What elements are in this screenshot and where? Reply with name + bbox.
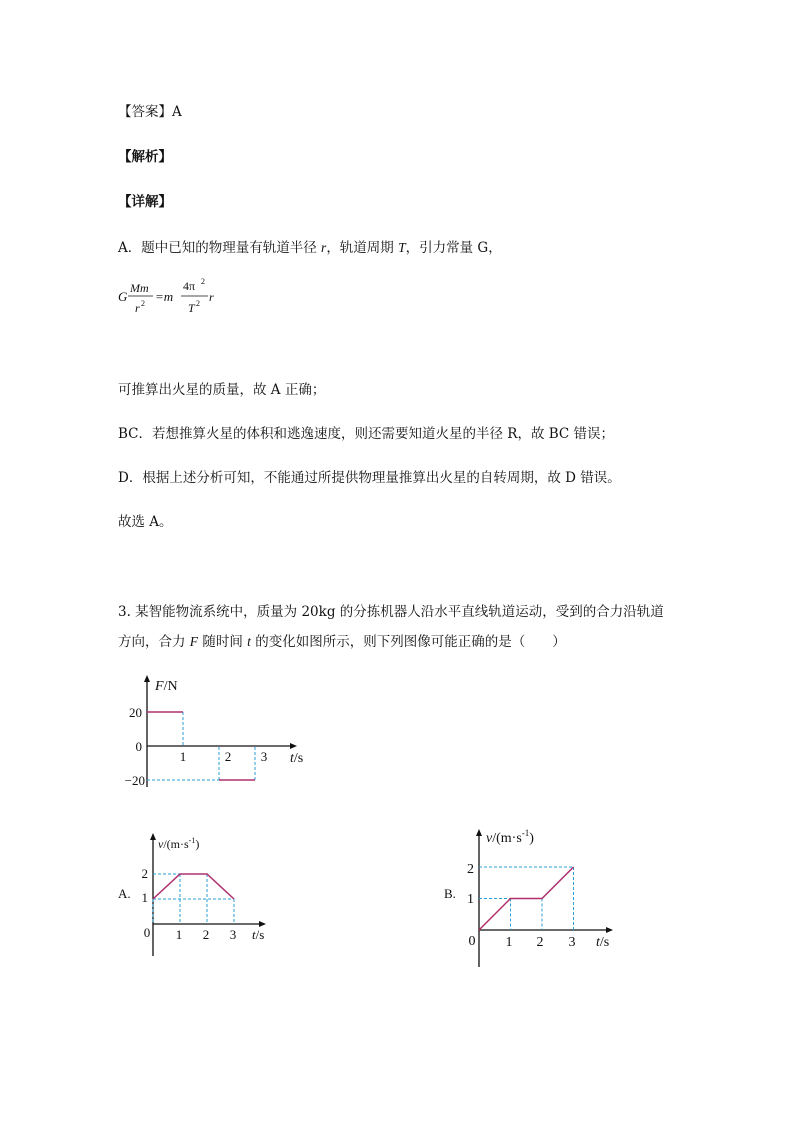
velocity-graph-a: [118, 828, 278, 963]
f-ylabel: F/N: [155, 679, 178, 694]
conclusion-a: 可推算出火星的质量，故 A 正确；: [118, 382, 326, 398]
final-choice: 故选 A。: [118, 514, 173, 530]
b-ytick-2: 2: [467, 862, 474, 877]
formula-den-left-exp: 2: [141, 299, 145, 308]
b-x-arrow: [606, 927, 613, 933]
a-xtick-1: 1: [175, 927, 183, 942]
formula-num-right-exp: 2: [201, 277, 205, 286]
a-series-line: [153, 874, 234, 899]
f-x-arrow: [290, 743, 297, 749]
answer-line: [118, 103, 182, 121]
f-ytick-neg20: −20: [124, 773, 145, 788]
option-a-mid2: ，引力常量 G，: [405, 240, 502, 256]
f-xtick-1: 1: [179, 749, 187, 764]
b-xtick-1: 1: [505, 935, 513, 950]
option-a-label: A.: [118, 886, 131, 901]
b-xtick-3: 3: [568, 935, 576, 950]
f-xtick-2: 2: [224, 749, 232, 764]
var-F: F: [189, 634, 199, 649]
b-curve: [479, 867, 574, 930]
question3-line1: 3. 某智能物流系统中，质量为 20kg 的分拣机器人沿水平直线轨道运动，受到的合力沿轨道: [118, 604, 664, 620]
formula-tail: r: [209, 290, 214, 304]
detail-label: 【详解】: [118, 194, 172, 210]
force-time-graph: [110, 672, 320, 792]
var-r: r: [321, 240, 327, 255]
option-a-line: [118, 239, 502, 257]
a-xtick-3: 3: [229, 927, 237, 942]
f-xtick-3: 3: [260, 749, 268, 764]
a-ytick-1: 1: [141, 890, 148, 905]
b-xtick-2: 2: [536, 935, 544, 950]
option-b-label: B.: [444, 886, 456, 901]
option-a-mid1: ，轨道周期: [326, 240, 394, 256]
answer-label: 【答案】: [118, 104, 172, 120]
gravitation-formula: [118, 272, 228, 322]
formula-den-right-exp: 2: [196, 299, 200, 308]
f-y-arrow: [144, 675, 150, 682]
b-y-arrow: [476, 829, 482, 836]
formula-num-right: 4π: [183, 279, 196, 293]
q3-text-c: 的变化如图所示，则下列图像可能正确的是（ ）: [255, 634, 566, 650]
a-ytick-2: 2: [141, 866, 148, 881]
q3-text-b: 随时间: [202, 634, 243, 650]
b-ylabel: $v/(m\cdot s^{-1})$: [486, 828, 534, 846]
f-xlabel: t/s: [290, 751, 304, 766]
b-series-line: [479, 867, 574, 930]
formula-eq: =m: [155, 289, 174, 304]
a-xtick-2: 2: [202, 927, 210, 942]
a-guide-lines: [153, 874, 234, 924]
b-xtick-0: 0: [468, 934, 476, 949]
q3-text-a: 方向，合力: [118, 634, 186, 650]
f-ytick-20: 20: [129, 705, 142, 720]
var-T: T: [398, 240, 406, 255]
option-d: D．根据上述分析可知，不能通过所提供物理量推算出火星的自转周期，故 D 错误。: [118, 470, 621, 486]
option-bc: BC．若想推算火星的体积和逃逸速度，则还需要知道火星的半径 R，故 BC 错误；: [118, 426, 615, 442]
a-xlabel: t/s: [252, 927, 265, 942]
formula-G: G: [118, 289, 128, 304]
var-t: t: [247, 634, 251, 649]
analysis-label: 【解析】: [118, 149, 172, 165]
question3-line2: [118, 633, 566, 651]
velocity-graph-b: [440, 822, 630, 972]
a-curve: [153, 874, 234, 899]
f-ytick-0: 0: [135, 739, 142, 754]
formula-num-left: Mm: [130, 281, 149, 295]
option-a-prefix: A．题中已知的物理量有轨道半径: [118, 240, 317, 256]
formula-den-right: T: [188, 301, 195, 315]
a-xtick-0: 0: [143, 925, 151, 940]
a-y-arrow: [150, 833, 156, 840]
formula-den-left: r: [135, 301, 140, 315]
b-ytick-1: 1: [467, 892, 474, 907]
b-xlabel: t/s: [596, 935, 610, 950]
answer-value: A: [172, 104, 182, 120]
a-ylabel: $v/(m\cdot s^{-1})$: [158, 836, 200, 851]
